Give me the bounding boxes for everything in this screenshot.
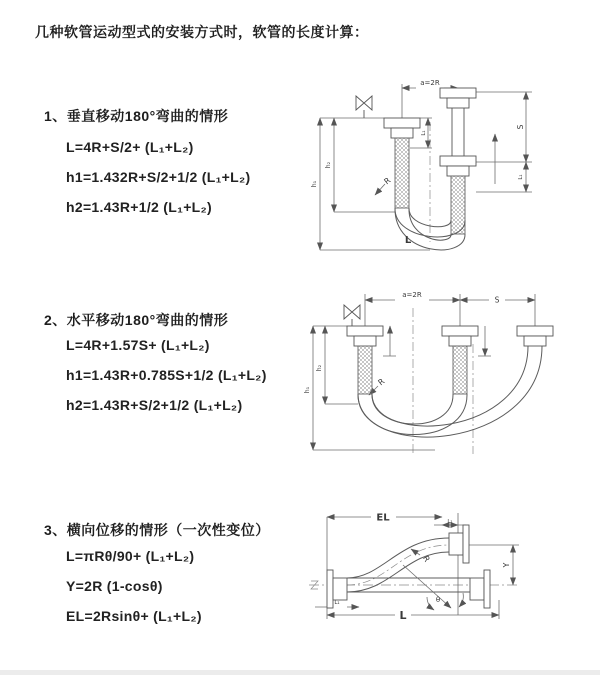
braided-hose-right: [451, 176, 465, 234]
page-bottom-edge: [0, 670, 600, 675]
dim-h2-label: h₂: [325, 161, 332, 169]
length-label: L: [404, 235, 412, 246]
section-2-formula-h2: h2=1.43R+S/2+1/2 (L₁+L₂): [66, 397, 243, 413]
section-2-formula-L: L=4R+1.57S+ (L₁+L₂): [66, 337, 210, 353]
section-2-formula-h1: h1=1.43R+0.785S+1/2 (L₁+L₂): [66, 367, 267, 383]
dim-l1-top-label: L₁: [447, 519, 453, 525]
braided-hose-left: [358, 346, 372, 394]
dim-l1-label-right: L₁: [518, 174, 524, 180]
theta-label: θ: [435, 596, 441, 604]
hose-s-curve: [347, 538, 449, 592]
dim-y-label: Y: [502, 562, 511, 568]
diagram-vertical-180-bend: [298, 72, 570, 258]
dim-l1-label-left: L₁: [421, 130, 427, 136]
dim-h1-label: h₁: [304, 386, 311, 394]
angle-construction: [403, 565, 463, 610]
section-1-heading: 1、垂直移动180°弯曲的情形: [44, 108, 229, 124]
dim-l-label: L: [399, 609, 407, 622]
hose-centerline: [347, 545, 449, 585]
diagram-horizontal-180-bend: [295, 282, 580, 460]
radius-label: R: [420, 554, 432, 564]
dim-s-label: S: [516, 124, 525, 130]
section-3-formula-Y: Y=2R (1-cosθ): [66, 578, 163, 594]
section-1-formula-h1: h1=1.432R+S/2+1/2 (L₁+L₂): [66, 169, 251, 185]
braided-hose-left: [395, 138, 409, 208]
dim-a2r-label: a=2R: [420, 79, 440, 87]
section-3-heading: 3、横向位移的情形（一次性变位）: [44, 522, 270, 538]
dim-l1-left-label: L₁: [334, 600, 340, 606]
left-flange: [384, 118, 420, 138]
hose-curves: [358, 346, 542, 437]
section-3-formula-L: L=πRθ/90+ (L₁+L₂): [66, 548, 195, 564]
dim-el-label: EL: [376, 512, 390, 524]
section-2-heading: 2、水平移动180°弯曲的情形: [44, 312, 229, 328]
left-flange: [347, 326, 383, 346]
dim-a2r-label: a=2R: [402, 291, 422, 299]
upper-flange: [449, 525, 469, 563]
section-1-formula-L: L=4R+S/2+ (L₁+L₂): [66, 139, 194, 155]
middle-flange: [442, 326, 478, 346]
right-flange: [517, 326, 553, 346]
pipe: [452, 108, 464, 156]
radius-label: R: [382, 175, 393, 187]
right-flange-upper: [440, 88, 476, 108]
valve-icon: [356, 96, 372, 118]
section-3-formula-EL: EL=2Rsinθ+ (L₁+L₂): [66, 608, 202, 624]
diagram-lateral-displacement: [303, 503, 595, 668]
dim-s-label: S: [494, 295, 500, 305]
section-1-formula-h2: h2=1.43R+1/2 (L₁+L₂): [66, 199, 213, 215]
radius-label: R: [376, 376, 387, 388]
right-flange-lower: [440, 156, 476, 176]
valve-icon: [344, 305, 360, 326]
braided-hose-middle: [453, 346, 467, 394]
dim-h1-label: h₁: [311, 180, 318, 188]
page-title: 几种软管运动型式的安装方式时，软管的长度计算：: [35, 24, 369, 40]
dim-h2-label: h₂: [316, 364, 323, 372]
right-flange: [470, 570, 490, 608]
